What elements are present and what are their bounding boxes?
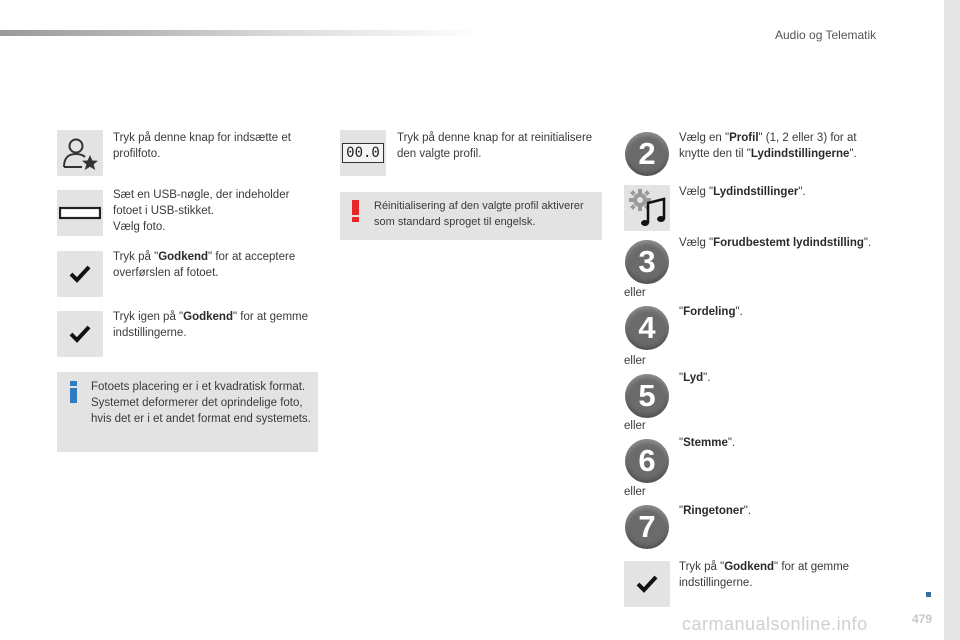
step-save-bold: Godkend — [183, 311, 233, 323]
step-2-pre: Vælg en " — [679, 132, 730, 144]
step-save-post: " for at gemme indstillingerne. — [113, 311, 309, 339]
step-final-pre: Tryk på " — [679, 561, 725, 573]
step-settings-text — [679, 184, 879, 200]
step-7-text — [679, 503, 879, 519]
profile-photo-icon — [57, 130, 103, 176]
step-accept-pre: Tryk på " — [113, 251, 159, 263]
confirm-check-icon — [624, 561, 670, 607]
step-6-post: ". — [727, 437, 736, 449]
step-3-pre: Vælg " — [679, 237, 714, 249]
or-separator: eller — [624, 287, 646, 299]
warning-icon — [352, 200, 359, 222]
usb-slot-icon — [57, 190, 103, 236]
step-3-post: ". — [863, 237, 872, 249]
step-accept-post: " for at acceptere overførslen af fotoet. — [113, 251, 296, 279]
reset-counter-label: 00.0 — [342, 143, 384, 163]
step-3-text — [679, 235, 879, 251]
watermark: carmanualsonline.info — [682, 614, 868, 634]
section-title: Audio og Telematik — [775, 28, 877, 42]
or-separator: eller — [624, 355, 646, 367]
step-save-text — [113, 309, 318, 341]
step-7-pre: " — [679, 505, 684, 517]
step-usb-line-3: Vælg foto. — [113, 221, 166, 233]
step-2-bold-2: Lydindstillingerne — [750, 148, 850, 160]
step-6-bold: Stemme — [683, 437, 728, 449]
header-decoration-bar — [0, 30, 480, 36]
step-reset-text: Tryk på denne knap for at reinitialisere den valgte profil. — [397, 132, 593, 160]
step-6-pre: " — [679, 437, 684, 449]
or-separator: eller — [624, 420, 646, 432]
step-4-post: ". — [735, 306, 743, 318]
step-number-3: 3 — [625, 240, 669, 284]
step-final-text — [679, 559, 879, 591]
step-4-text — [679, 304, 879, 320]
audio-settings-icon — [624, 185, 670, 231]
step-7-post: ". — [743, 505, 752, 517]
step-2-bold-1: Profil — [729, 132, 759, 144]
step-5-text — [679, 370, 879, 386]
step-settings-pre: Vælg " — [679, 186, 714, 198]
confirm-check-icon — [57, 311, 103, 357]
step-4-pre: " — [679, 306, 684, 318]
step-accept-text — [113, 249, 318, 281]
step-2-mid: " (1, 2 eller 3) for at knytte den til " — [679, 132, 857, 160]
or-separator: eller — [624, 486, 646, 498]
warning-note-text: Réinitialisering af den valgte profil aktiverer som standard sproget til engelsk. — [374, 200, 584, 228]
step-final-bold: Godkend — [724, 561, 775, 573]
step-7-bold: Ringetoner — [683, 505, 744, 517]
info-note-text: Fotoets placering er i et kvadratisk format. Systemet deformerer det oprindelige foto, hvis det er i et andet format end systemets. — [91, 381, 311, 425]
step-usb-text — [113, 187, 318, 235]
step-5-pre: " — [679, 372, 684, 384]
step-number-4: 4 — [625, 306, 669, 350]
step-number-6: 6 — [625, 439, 669, 483]
page-edge-strip — [944, 0, 960, 640]
page-marker — [926, 592, 931, 597]
info-icon — [70, 381, 77, 403]
confirm-check-icon — [57, 251, 103, 297]
step-5-post: ". — [703, 372, 711, 384]
page-number: 479 — [912, 612, 933, 626]
step-2-text — [679, 130, 879, 162]
reset-counter-icon — [340, 130, 386, 176]
step-settings-post: ". — [798, 186, 806, 198]
step-photo-text: Tryk på denne knap for indsætte et profilfoto. — [113, 132, 291, 160]
step-2-post: ". — [849, 148, 857, 160]
step-number-7: 7 — [625, 505, 669, 549]
step-settings-bold: Lydindstillinger — [713, 186, 799, 198]
step-5-bold: Lyd — [683, 372, 704, 384]
step-6-text — [679, 435, 879, 451]
step-3-bold: Forudbestemt lydindstilling — [713, 237, 864, 249]
step-number-5: 5 — [625, 374, 669, 418]
step-save-pre: Tryk igen på " — [113, 311, 184, 323]
step-usb-line-1: Sæt en USB-nøgle, der indeholder — [113, 189, 290, 201]
step-4-bold: Fordeling — [683, 306, 736, 318]
step-number-2: 2 — [625, 132, 669, 176]
step-accept-bold: Godkend — [158, 251, 209, 263]
step-usb-line-2: fotoet i USB-stikket. — [113, 205, 214, 217]
step-final-post: " for at gemme indstillingerne. — [679, 561, 850, 589]
